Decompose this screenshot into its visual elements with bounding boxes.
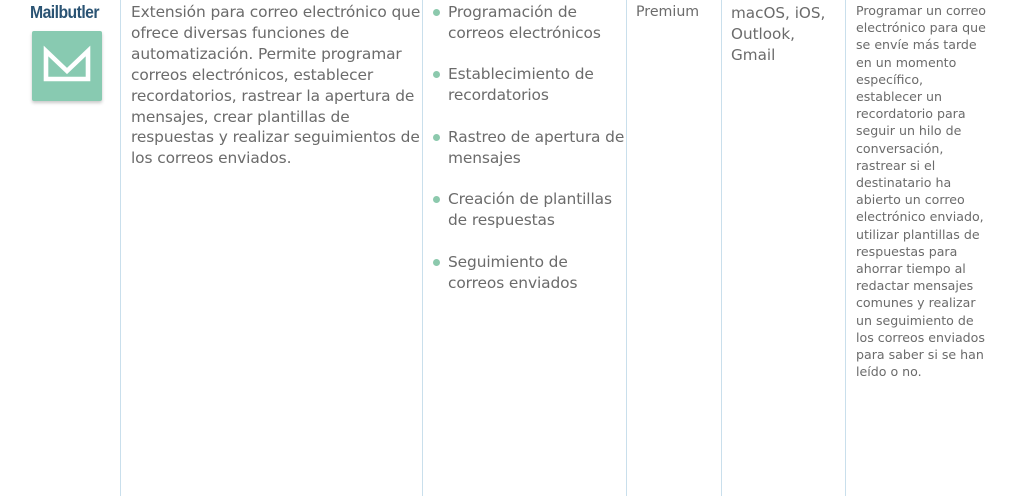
feature-label: Creación de plantillas de respuestas bbox=[448, 190, 612, 230]
mailbutler-logo-icon bbox=[32, 31, 102, 101]
bullet-icon bbox=[433, 9, 440, 16]
feature-item bbox=[433, 189, 625, 231]
feature-item bbox=[433, 252, 625, 294]
platforms-cell bbox=[722, 0, 845, 496]
features-cell bbox=[422, 0, 626, 496]
features-list bbox=[433, 2, 625, 314]
bullet-icon bbox=[433, 71, 440, 78]
use-case-text: Programar un correo electrónico para que se envíe más tarde en un momento específico, establecer un recordatorio para seguir un hilo de conversación, rastrear si el destinatario ha abierto un correo electrónico enviado, utilizar plantillas de respuestas para ahorrar tiempo al redactar mensajes comunes y realizar un seguimiento de los correos enviados para saber si se han leído o no. bbox=[856, 3, 986, 380]
app-name: Mailbutler bbox=[30, 2, 99, 22]
feature-label: Rastreo de apertura de mensajes bbox=[448, 127, 625, 167]
use-case-cell bbox=[846, 0, 1024, 496]
app-cell bbox=[0, 0, 120, 496]
feature-item bbox=[433, 127, 625, 169]
bullet-icon bbox=[433, 259, 440, 266]
price-text: Premium bbox=[636, 4, 700, 20]
platforms-text: macOS, iOS, Outlook, Gmail bbox=[731, 4, 826, 64]
feature-item bbox=[433, 2, 625, 44]
bullet-icon bbox=[433, 196, 440, 203]
description-text: Extensión para correo electrónico que ofrece diversas funciones de automatización. Permite programar correos electrónicos, establecer recordatorios, rastrear la apertura de mensajes, crear plantillas de respuestas y realizar seguimientos de los correos enviados. bbox=[131, 3, 421, 168]
bullet-icon bbox=[433, 134, 440, 141]
feature-label: Seguimiento de correos enviados bbox=[448, 252, 578, 292]
feature-label: Establecimiento de recordatorios bbox=[448, 65, 594, 105]
description-cell bbox=[121, 0, 422, 496]
price-cell bbox=[627, 0, 721, 496]
feature-label: Programación de correos electrónicos bbox=[448, 3, 601, 42]
feature-item bbox=[433, 64, 625, 106]
